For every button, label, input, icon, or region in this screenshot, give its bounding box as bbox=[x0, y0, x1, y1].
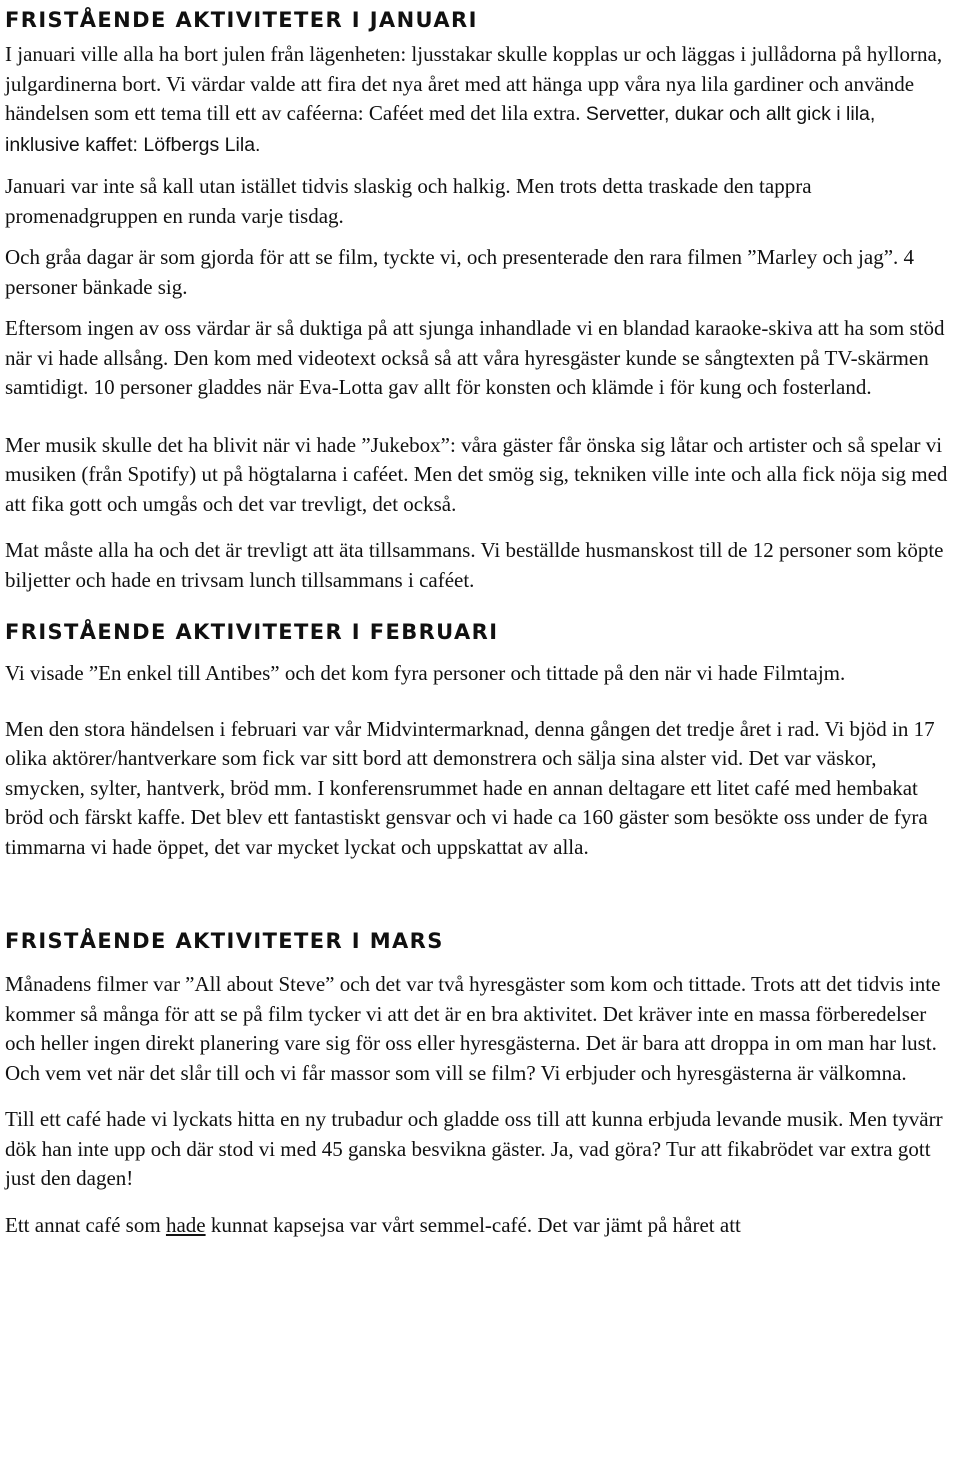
februari-paragraph-1: Vi visade ”En enkel till Antibes” och det kom fyra personer och tittade på den när vi hade Filmtajm. bbox=[5, 661, 846, 685]
januari-paragraph-1 bbox=[5, 40, 953, 160]
januari-paragraph-5: Mer musik skulle det ha blivit när vi hade ”Jukebox”: våra gäster får önska sig låtar och artister och så spelar vi musiken (från Spotify) ut på högtalarna i caféet. Men det smög sig, tekniken ville inte och alla fick nöja sig med att fika gott och umgås och det var trevligt, det också. bbox=[5, 432, 948, 516]
section-heading-januari: FRISTÅENDE AKTIVITETER I JANUARI bbox=[5, 8, 478, 32]
januari-paragraph-6: Mat måste alla ha och det är trevligt att äta tillsammans. Vi beställde husmanskost till de 12 personer som köpte biljetter och hade en trivsam lunch tillsammans i caféet. bbox=[5, 538, 944, 592]
document-page bbox=[5, 0, 953, 1240]
januari-paragraph-1-text: I januari ville alla ha bort julen från lägenheten: ljusstakar skulle kopplas ur och läggas i jullådorna på hyllorna, julgardinerna bort. Vi värdar valde att fira det nya året med att hänga upp våra nya lila gardiner och använde händelsen som ett tema till ett av caféerna: Caféet med det lila extra. bbox=[5, 42, 943, 125]
mars-paragraph-1: Månadens filmer var ”All about Steve” och det var två hyresgäster som kom och tittade. Trots att det tidvis inte kommer så många för att se på film tycker vi att det är en bra aktivitet. Det kräver inte en massa förberedelser och heller ingen direkt planering vare sig för oss eller hyresgästerna. Det är bara att droppa in om man har lust. Och vem vet när det slår till och vi får massor som vill se film? Vi erbjuder och hyresgästerna är välkomna. bbox=[5, 972, 941, 1085]
section-heading-februari: FRISTÅENDE AKTIVITETER I FEBRUARI bbox=[5, 620, 499, 644]
januari-paragraph-3: Och gråa dagar är som gjorda för att se film, tyckte vi, och presenterade den rara filmen ”Marley och jag”. 4 personer bänkade sig. bbox=[5, 245, 915, 299]
februari-paragraph-2: Men den stora händelsen i februari var vår Midvintermarknad, denna gången det tredje året i rad. Vi bjöd in 17 olika aktörer/hantverkare som fick var sitt bord att demonstrera och sälja sina alster vid. Det var väskor, smycken, sylter, hantverk, bröd mm. I konferensrummet hade en annan deltagare ett litet café med hembakat bröd och färskt kaffe. Det blev ett fantastiskt gensvar och vi hade ca 160 gäster som besökte oss under de fyra timmarna vi hade öppet, det var mycket lyckat och uppskattat av alla. bbox=[5, 716, 935, 859]
hade-link[interactable]: hade bbox=[165, 1212, 206, 1237]
januari-paragraph-2: Januari var inte så kall utan istället tidvis slaskig och halkig. Men trots detta traskade den tappra promenadgruppen en runda varje tisdag. bbox=[5, 174, 812, 228]
mars-paragraph-3-text-before: Ett annat café som bbox=[5, 1212, 166, 1237]
mars-paragraph-3 bbox=[5, 1211, 953, 1241]
januari-paragraph-1-sans-text: Servetter, dukar och allt gick i lila, inklusive kaffet: Löfbergs Lila. bbox=[5, 103, 876, 156]
mars-paragraph-3-text-after: kunnat kapsejsa var vårt semmel-café. Det var jämt på håret att bbox=[205, 1212, 741, 1237]
section-heading-mars: FRISTÅENDE AKTIVITETER I MARS bbox=[5, 929, 444, 953]
mars-paragraph-2: Till ett café hade vi lyckats hitta en ny trubadur och gladde oss till att kunna erbjuda levande musik. Men tyvärr dök han inte upp och där stod vi med 45 ganska besvikna gäster. Ja, vad göra? Tur att fikabrödet var extra gott just den dagen! bbox=[5, 1107, 943, 1190]
januari-paragraph-4: Eftersom ingen av oss värdar är så duktiga på att sjunga inhandlade vi en blandad karaoke-skiva att ha som stöd när vi hade allsång. Den kom med videotext också så att våra hyresgäster kunde se sångtexten på TV-skärmen samtidigt. 10 personer gladdes när Eva-Lotta gav allt för konsten och klämde i för kung och fosterland. bbox=[5, 316, 945, 399]
